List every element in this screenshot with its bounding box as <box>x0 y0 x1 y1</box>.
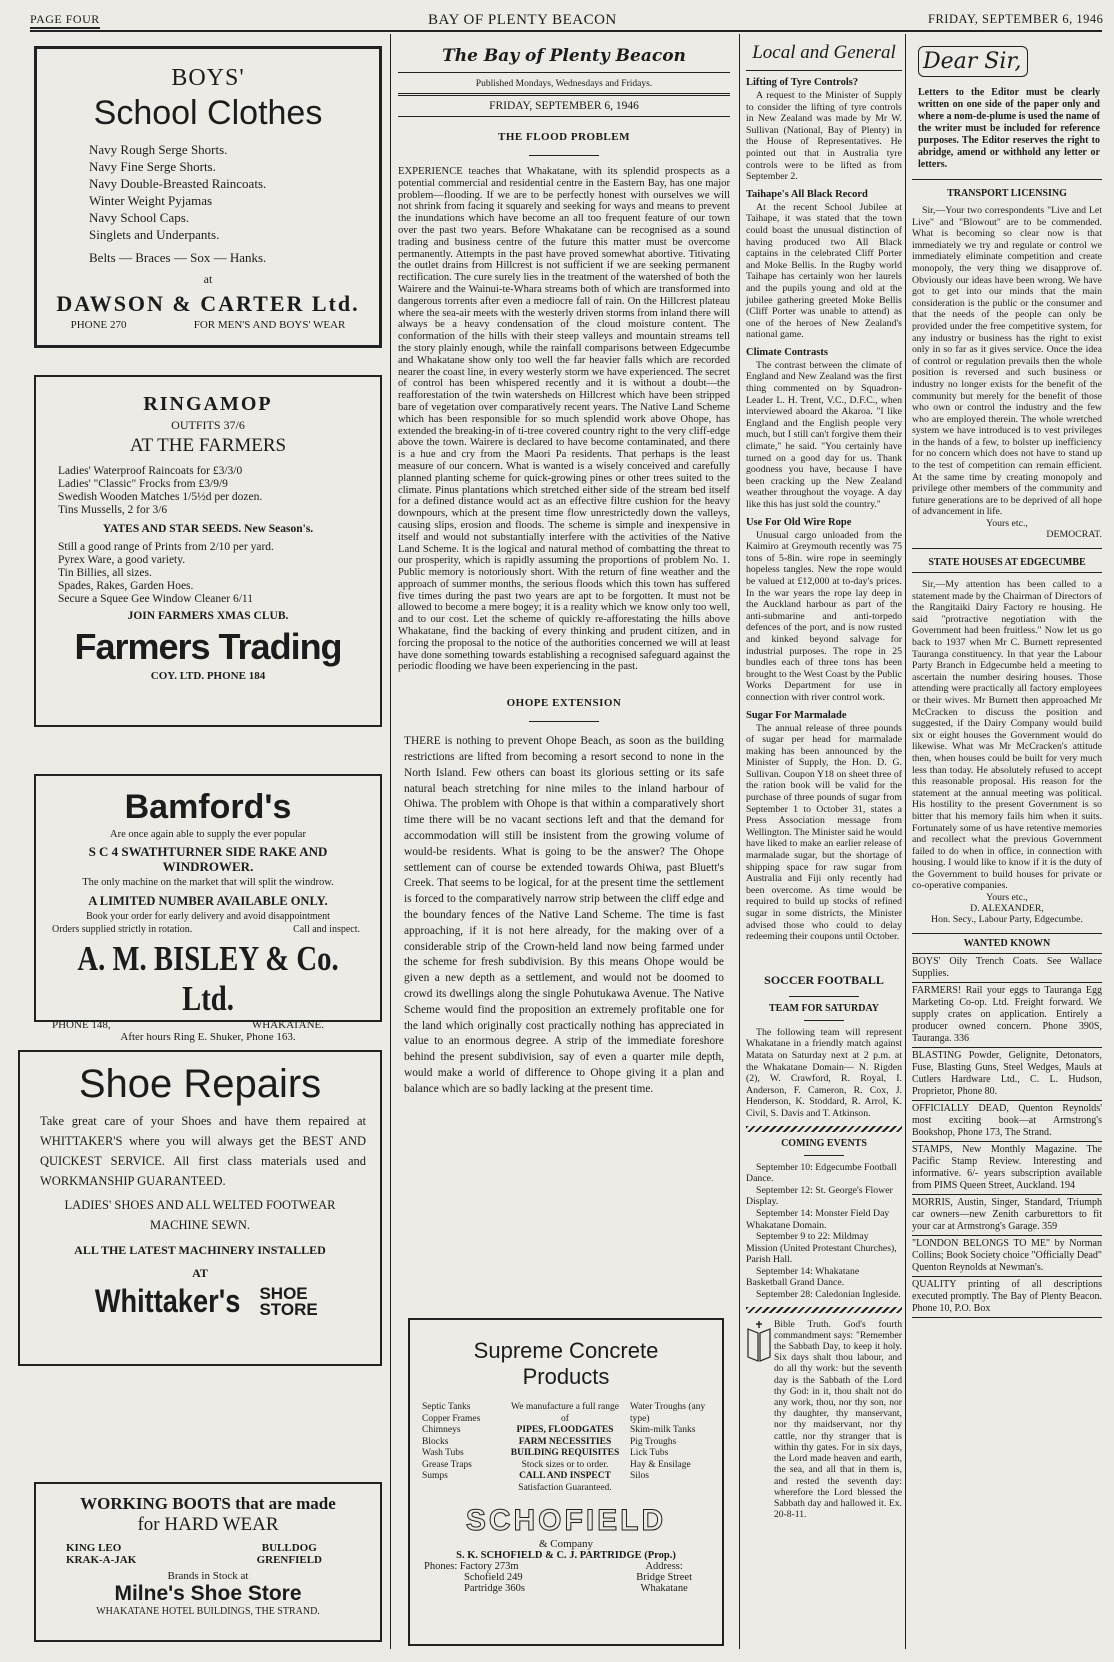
page-date: FRIDAY, SEPTEMBER 6, 1946 <box>928 12 1104 26</box>
ad-title: School Clothes <box>93 94 323 132</box>
ad-title: RINGAMOP <box>143 393 273 415</box>
event-item: September 10: Edgecumbe Football Dance. <box>746 1161 897 1185</box>
editorial-column <box>398 42 730 1302</box>
address: Whakatane <box>640 1583 688 1594</box>
product-item: Pig Troughs <box>630 1436 677 1447</box>
product-item: FARM NECESSITIES <box>518 1436 612 1447</box>
address: Bridge Street <box>636 1572 692 1583</box>
list-item: Navy Rough Serge Shorts. <box>89 142 228 157</box>
news-heading: COMING EVENTS <box>781 1137 867 1149</box>
phone: Phones: Factory 273m <box>424 1561 519 1572</box>
header-rule <box>30 30 1102 32</box>
supreme-concrete-ad <box>408 1318 724 1646</box>
letter-signature: DEMOCRAT. <box>1046 529 1102 541</box>
ad-text: S C 4 SWATHTURNER SIDE RAKE AND WINDROWER. <box>88 844 328 874</box>
news-subheading: TEAM FOR SATURDAY <box>768 1002 879 1014</box>
ad-text: Call and inspect. <box>293 924 360 935</box>
at-label: at <box>203 272 213 286</box>
classified-item: STAMPS, New Monthly Magazine. The Pacific Stamp Review. Interesting and informative. 6/- years subscription available from PIMS Queen Street, Auckland. 194 <box>912 1142 1102 1195</box>
classified-item: "LONDON BELONGS TO ME" by Norman Collins; Book Society choice "Officially Dead" Quenton Reynolds at Newman's. <box>912 1236 1102 1277</box>
ad-text: Orders supplied strictly in rotation. <box>52 924 193 935</box>
list-item: Ladies' Waterproof Raincoats for £3/3/0 <box>58 465 243 477</box>
tagline: FOR MEN'S AND BOYS' WEAR <box>193 319 346 331</box>
column-rule <box>739 34 740 1649</box>
editorial-date: FRIDAY, SEPTEMBER 6, 1946 <box>489 100 639 112</box>
event-item: September 9 to 22: Mildmay Mission (United Protestant Churches), Parish Hall. <box>746 1231 897 1266</box>
letters-column <box>912 42 1102 1652</box>
list-item: Belts — Braces — Sox — Hanks. <box>89 250 267 265</box>
classified-item: OFFICIALLY DEAD, Quenton Reynolds' most exciting book—at Armstrong's Bookshop, Phone 173, The Strand. <box>912 1101 1102 1142</box>
column-rule <box>390 34 391 1649</box>
masthead: The Bay of Plenty Beacon <box>398 46 730 73</box>
editorial-body: EXPERIENCE teaches that Whakatane, with its splendid prospects as a potential commercial and residential centre in the Eastern Bay, has one major problem—flooding. If we are to be perfectly honest with ourselves we will not shrink from facing it squarely and seeking for ways and means to prevent the inundations which have become an all too frequent feature of our town over the past two years. Before Whakatane can be recognised as a sound trading and business centre of the future this matter must be overcome permanently. Attempts in the past have proved somewhat abortive. Titivating the outlet drains from Hillcrest is not sufficient if we are seeking permanent rectification. The cure surely lies in the treatment of the watershed of both the Wairere and the Wainui-te-Whara streams both of which are transformed into dangerous torrents after even a mediocre fall of rain. On the Hillcrest plateau where the sea-air meets with the westerly driven storms from inland there will always be a heavy condensation of the cloud moisture content. The conformation of the hills with their steep valleys and mountain streams tell the story plainly enough, while the rainfall comparisons between Edgecumbe and Whakatane show only too well the far heavier falls which are recorded nearer the coast line, in every westerly storm we have experienced. The secret of control has been whispered recently and it is without a doubt—the reafforestation of the twin watersheds on Hillcrest which have been stripped bare of vegetation over comparatively recent years. The Native Land Scheme which has been responsible for so much splendid work above Ohope, has extended the breaking-in of ti-tree covered country right to the very cliff-edge above the town. Wairere is declared to have become contaminated, and there is a hue and cry from the Maori Pa residents. That perhaps is the least measure of our concern. What is wanted is a wisely conceived and carefully planned planting scheme for quick-growing pines or other trees suited to the climate. Pinus plantations which stretched either side of the stream bed itself for a defined distance would act as an effective filtre cushion for the heavy downpours, which at the present time flow unrestrictedly down the valleys, causing slips, erosion and floods. The scheme is simple and inexpensive in itself and would not substantially interfere with the activities of the Native Land Scheme. It is the logical and natural method of combatting the threat to our prosperity, which is rapidly assuming the proportions of problem No. 1. Public memory is notoriously short. With the return of fine weather and the approach of summer months, the serious floods which this town has suffered five times during the past two years are apt to be forgotten. It must not be allowed to become a mere bogey; it is a reality which we know only too well, and to our cost. Let the scheme of quickly re-afforestating the hills above Whakatane, find the backing of every thinking and prudent citizen, and in forcing the proposal to the notice of the authorities concerned we will at least have done something towards establishing a recognised safeguard against the periodic flooding we have been experiencing in the past. <box>398 166 730 673</box>
club-line: JOIN FARMERS XMAS CLUB. <box>127 610 289 622</box>
product-item: We manufacture a full range of <box>511 1402 619 1424</box>
news-text: At the recent School Jubilee at Taihape, it was stated that the town could boast the unusual distinction of having produced two All Black captains in the celebrated Cliff Porter and Moke Bellis. In the Rugby world Taihape has certainly won her laurels and the pupils young and old at the jubilee gathering greeted Moke Bellis (Cliff Porter was unable to attend) as one of the heroes of New Zealand's national game. <box>746 201 902 341</box>
ad-text: Book your order for early delivery and avoid disappointment <box>86 911 330 922</box>
product-item: Hay & Ensilage Silos <box>630 1459 691 1481</box>
news-text: Unusual cargo unloaded from the Kaimiro at Greymouth recently was 75 tons of 5-8in. wire rope in seemingly hopeless tangles. New the rope would be valued at £12,000 at to-day's prices. In the war years the rope lay deep in the Auckland harbour as part of the anti-submarine and anti-torpedo defences of the port, and is now rusted and kinked beyond salvage for industrial purposes. The rope in 25 bundles each of three tons has been brought to the West Coast by the Public Works Department for use in connection with river control work. <box>746 529 902 703</box>
letters-heading: Dear Sir, <box>918 46 1028 77</box>
firm-name: Whittaker's <box>95 1283 241 1319</box>
product-item: Copper Frames <box>422 1413 481 1424</box>
farmers-trading-ad <box>34 375 382 727</box>
list-item: Tin Billies, all sizes. <box>58 567 152 579</box>
letter-heading: TRANSPORT LICENSING <box>947 188 1067 199</box>
proprietors: S. K. SCHOFIELD & C. J. PARTRIDGE (Prop.) <box>456 1550 676 1561</box>
editorial-heading: OHOPE EXTENSION <box>506 697 622 710</box>
bible-text: Bible Truth. God's fourth commandment says: "Remember the Sabbath Day, to keep it holy. Six days shalt thou labour, and do all thy work: but the seventh day is the Sabbath of the Lord thy God: in it, thou shalt not do any work, thou, nor thy son, nor thy daughter, thy manservant, nor thy maidservant, nor thy cattle, nor thy stranger that is within thy gates. For in six days, the Lord made heaven and earth, the sea, and all that in them is, and rested the seventh day: wherefore the Lord blessed the Sabbath day and hallowed it. Ex. 20-8-11. <box>774 1318 902 1521</box>
event-item: September 28: Caledonian Ingleside. <box>756 1289 901 1301</box>
ad-title: Supreme Concrete <box>473 1338 659 1363</box>
brand-name: KING LEO <box>66 1542 122 1554</box>
local-and-general-column <box>746 42 902 1652</box>
list-item: Singlets and Underpants. <box>89 227 220 242</box>
brand-name: KRAK-A-JAK <box>66 1554 137 1566</box>
ad-text: The only machine on the market that will split the windrow. <box>82 877 334 888</box>
news-heading: Use For Old Wire Rope <box>746 516 852 528</box>
list-item: Navy Double-Breasted Raincoats. <box>89 176 267 191</box>
column-heading: Local and General <box>752 42 896 63</box>
list-item: Tins Mussells, 2 for 3/6 <box>58 504 168 516</box>
list-item: Ladies' "Classic" Frocks from £3/9/9 <box>58 478 228 490</box>
letter-signoff: Yours etc., <box>986 518 1028 530</box>
ad-text: Are once again able to supply the ever popular <box>110 829 306 840</box>
editorial-heading: THE FLOOD PROBLEM <box>498 131 630 143</box>
list-item: Pyrex Ware, a good variety. <box>58 554 186 566</box>
firm-name: SCHOFIELD <box>465 1504 667 1537</box>
product-item: Blocks <box>422 1436 449 1447</box>
shoe-repairs-ad <box>18 1050 382 1366</box>
classified-item: BOYS' Oily Trench Coats. See Wallace Supplies. <box>912 954 1102 983</box>
firm-phone: COY. LTD. PHONE 184 <box>150 670 266 682</box>
letter-text: Sir,—Your two correspondents "Live and Let Live" and "Blowout" are to be commended. What is becoming so clear now is that immediately we try and regulate or control we immediately eliminate competition and create monopoly, the very thing we disapprove of. Obviously our ideas have been wrong. We have got to get into our minds that the main consideration is the public or the consumer and that the needs of the people can only be provided under the free competitive system, for any industry or business has the right to exist only in so far as it gives service. Once the idea of control or regulation prevails then the whole position is reversed and such business or industry no longer exists for the benefit of the community but merely for the benefit of those who own or control the industry and the few who are employed therein. The whole wretched system we have introduced is to vest privileges in the hands of a few, to bolster up inefficiency for no concern which does not have to stand up to the test of competition can remain efficient. At the same time by creating monopoly and privilege other members of the community and future generations are to be deprived of all hope of advancement in life. <box>912 205 1102 518</box>
event-item: September 12: St. George's Flower Display. <box>746 1184 893 1208</box>
list-item: Navy School Caps. <box>89 210 190 225</box>
ad-text: ALL THE LATEST MACHINERY INSTALLED <box>74 1243 326 1257</box>
news-heading: Sugar For Marmalade <box>746 709 847 721</box>
ad-text: A LIMITED NUMBER AVAILABLE ONLY. <box>88 894 328 908</box>
ad-title: BOYS' <box>171 65 245 91</box>
classified-item: QUALITY printing of all descriptions executed promptly. The Bay of Plenty Beacon. Phone 10, P.O. Box <box>912 1277 1102 1318</box>
ad-text: Brands in Stock at <box>167 1570 249 1582</box>
event-item: September 14: Whakatane Basketball Grand Dance. <box>746 1265 860 1289</box>
ad-title: Products <box>522 1364 610 1389</box>
event-item: September 14: Monster Field Day Whakatane Domain. <box>746 1207 890 1231</box>
list-item: Navy Fine Serge Shorts. <box>89 159 216 174</box>
product-item: PIPES, FLOODGATES <box>516 1425 614 1435</box>
open-book-icon <box>746 1319 772 1365</box>
list-item: Swedish Wooden Matches 1/5½d per dozen. <box>58 491 263 503</box>
news-heading: Climate Contrasts <box>746 346 828 358</box>
firm-name: Milne's Shoe Store <box>114 1582 302 1605</box>
item-list <box>37 141 379 266</box>
brand-name: GRENFIELD <box>256 1554 322 1566</box>
list-item: Still a good range of Prints from 2/10 per yard. <box>58 541 274 553</box>
news-heading: Lifting of Tyre Controls? <box>746 77 859 88</box>
brand-name: BULLDOG <box>261 1542 317 1554</box>
news-heading: Taihape's All Black Record <box>746 188 868 200</box>
firm-name: DAWSON & CARTER Ltd. <box>56 291 360 316</box>
classified-item: BLASTING Powder, Gelignite, Detonators, Fuse, Blasting Guns, Steel Wedges, Mauls at Cutlers Hardware Ltd., C. L. Hudson, Proprietor, Phone 80. <box>912 1048 1102 1101</box>
product-item: Water Troughs (any type) <box>630 1402 706 1424</box>
news-heading: SOCCER FOOTBALL <box>764 972 884 987</box>
address: WHAKATANE HOTEL BUILDINGS, THE STRAND. <box>96 1606 320 1617</box>
list-item: Spades, Rakes, Garden Hoes. <box>58 580 194 592</box>
ad-title: Shoe Repairs <box>78 1062 322 1106</box>
product-item: Satisfaction Guaranteed. <box>518 1482 612 1493</box>
store-label: STORE <box>259 1299 318 1319</box>
list-item: Winter Weight Pyjamas <box>89 193 213 208</box>
product-item: Wash Tubs <box>422 1448 464 1458</box>
firm-name: A. M. BISLEY & Co. Ltd. <box>77 939 339 1018</box>
page-number: PAGE FOUR <box>30 12 100 29</box>
letter-text: Sir,—My attention has been called to a statement made by the Chairman of Directors of the Rangitaiki Dairy Factory re housing. He said "protractive negotiation with the Government had been fruitless." Now let us go back to 1937 when Mr C. Burnett represented Tauranga constituency. In that year the Labour Party Branch in Edgecumbe held a meeting to ascertain the number desiring houses. Those attending were practically all factory employees or their wives. Mr Burnett then approached Mr McCracken to discuss the position and suggested, if the Dairy Company would build six or eight houses the Government would do likewise. What was Mr McCracken's attitude then, when houses could be built for very much less than today. He absolutely refused to accept this reasonable proposal. His reason for the statement at the annual meeting was political. His hostility to the present Government is so bitter that his memory fails him when it suits. Fortunately some of us have retentive memories and recollect what the previous Government failed to do when in office, in connection with housing. I would like to know if it is the duty of the Government to build houses for private or co-operative companies. <box>912 579 1102 892</box>
phone: Schofield 249 <box>464 1572 523 1583</box>
after-hours: After hours Ring E. Shuker, Phone 163. <box>120 1031 296 1043</box>
running-title: BAY OF PLENTY BEACON <box>428 12 617 28</box>
boys-school-clothes-ad <box>34 46 382 348</box>
firm-name: Farmers Trading <box>74 626 342 667</box>
phone: PHONE 270 <box>70 319 127 331</box>
news-text: The following team will represent Whakatane in a friendly match against Matata on Saturday next at 2 p.m. at the Whakatane Domain— N. Rigden (2), W. Crawford, R. Royal, I. Anderson, F. Cameron, R. Cox, J. Henderson, K. Stoddard, R. Arrol, K. Civil, S. Davis and T. Atkinson. <box>746 1026 902 1119</box>
ad-subtitle: AT THE FARMERS <box>129 435 287 456</box>
product-item: Septic Tanks <box>422 1402 471 1412</box>
column-rule <box>905 34 906 1649</box>
ad-text: LADIES' SHOES AND ALL WELTED FOOTWEAR MACHINE SEWN. <box>64 1198 336 1232</box>
editorial-body: THERE is nothing to prevent Ohope Beach, as soon as the building restrictions are lifted from becoming a resort second to none in the North Island. Few others can boast its glorious setting or its safe natural beach stretching for nine miles to the inland harbour of Ohiwa. The problem with Ohope is that within a comparatively short time there will be no vacant sections left and that the demand for accommodation will still be insistent from the growing volume of would-be residents. What is going to be the answer? The Ohope settlement can of course be extended towards Ohiwa, past Bluett's Creek. That seems to be logical, for at the present time the settlement is forced to the comparatively narrow strip between the cliff edge and the boundary fences of the Native Land Scheme. The time is fast approaching, if it is not here already, for the making over of a considerable strip of the Crown-held land now being farmed under the scheme for fresh subdivision. By this means Ohope would be given a new depth as a settlement, and would not be doomed to crowd its dwellings along the single Pohutukawa Avenue. The Native Scheme would find the proposition an extremely profitable one for the land which originally cost practically nothing has appreciated in value to an enormous degree. A strip of the immediate foreshore behind the present subdivision, say of even a quarter mile depth, would make a world of difference to Ohope giving it a plan and balance which are so badly lacking at the present time. <box>404 735 724 1095</box>
milnes-shoe-store-ad <box>34 1482 382 1642</box>
ad-text: Take great care of your Shoes and have them repaired at WHITTAKER'S where you will always get the BEST AND QUICKEST SERVICE. All first class materials used and WORKMANSHIP GUARANTEED. <box>40 1114 366 1188</box>
letter-signoff: Yours etc., <box>986 892 1028 904</box>
product-item: Stock sizes or to order. <box>521 1459 609 1470</box>
address: Address: <box>645 1561 683 1572</box>
ad-title: Bamford's <box>124 788 292 826</box>
ad-title: for HARD WEAR <box>137 1514 279 1535</box>
publication-note: Published Mondays, Wednesdays and Fridays. <box>475 79 653 89</box>
letter-signature: Hon. Secy., Labour Party, Edgecumbe. <box>931 914 1083 926</box>
product-item: Grease Traps <box>422 1459 472 1470</box>
product-item: Lick Tubs <box>630 1448 669 1458</box>
letters-note: Letters to the Editor must be clearly written on one side of the paper only and where a nom-de-plume is used the name of the writer must be included for reference purposes. The Editor reserves the right to abridge, amend or withhold any letter or letters. <box>918 87 1100 170</box>
product-item: BUILDING REQUISITES <box>510 1448 620 1458</box>
news-text: A request to the Minister of Supply to consider the lifting of tyre controls in New Zealand was made by Mr W. Sullivan (National, Bay of Plenty) in the House of Representatives. He pointed out that in Australia tyre controls were to be lifted as from September 2. <box>746 90 902 183</box>
bisley-bamford-ad <box>34 774 382 1043</box>
product-item: CALL AND INSPECT <box>519 1471 611 1481</box>
ad-title: WORKING BOOTS that are made <box>80 1494 336 1513</box>
firm-suffix: & Company <box>538 1538 594 1550</box>
phone: PHONE 148, <box>52 1019 111 1031</box>
news-text: The annual release of three pounds of sugar per head for marmalade making has been announced by the Minister of Supply, the Hon. D. G. Sullivan. Coupon Y18 on sheet three of the ration book will be valid for the purchase of three pounds of sugar from September 1 to October 31, states a Press Association message from Wellington. The Minister said he would have liked to make an earlier release of marmalade sugar, but the shortage of shipping space for raw sugar from Australia and Fiji only recently had been overcome. As time would be required to build up stocks of refined sugar in some districts, the Minister advised those who could to delay redeeming their coupons until October. <box>746 722 902 943</box>
news-text: The contrast between the climate of England and New Zealand was the first thing commented on by Squadron-Leader L. H. Trent, V.C., D.F.C., when interviewed aboard the Akaroa. "I like England and the English people very much, but I still can't forgive them their climate," he said. "You certainly have turned on a good day for us. Thank goodness you have, because I have been cracking up the New Zealand weather throughout the voyage. A day like this has just sold the country." <box>746 359 902 510</box>
list-item: Secure a Squee Gee Window Cleaner 6/11 <box>58 593 253 605</box>
store-label: SHOE <box>259 1283 308 1303</box>
at-label: AT <box>192 1266 208 1280</box>
phone: Partridge 360s <box>464 1583 525 1594</box>
classified-item: MORRIS, Austin, Singer, Standard, Triumph car owners—new Zenith carburettors to fit your car at Armstrong's Garage. 359 <box>912 1195 1102 1236</box>
letter-heading: STATE HOUSES AT EDGECUMBE <box>928 557 1086 569</box>
seeds-line: YATES AND STAR SEEDS. New Season's. <box>102 523 314 535</box>
classifieds-heading: WANTED KNOWN <box>963 938 1051 950</box>
town: WHAKATANE. <box>251 1019 324 1031</box>
ad-subtitle: OUTFITS 37/6 <box>171 418 245 432</box>
product-item: Sumps <box>422 1471 448 1481</box>
product-item: Chimneys <box>422 1425 461 1435</box>
product-item: Skim-milk Tanks <box>630 1425 696 1435</box>
classified-item: FARMERS! Rail your eggs to Tauranga Egg Marketing Co-op. Ltd. Freight forward. We supply crates on application. Entirely a producer owned concern. Phone 390S, Tauranga. 336 <box>912 983 1102 1048</box>
letter-signature: D. ALEXANDER, <box>970 903 1044 915</box>
